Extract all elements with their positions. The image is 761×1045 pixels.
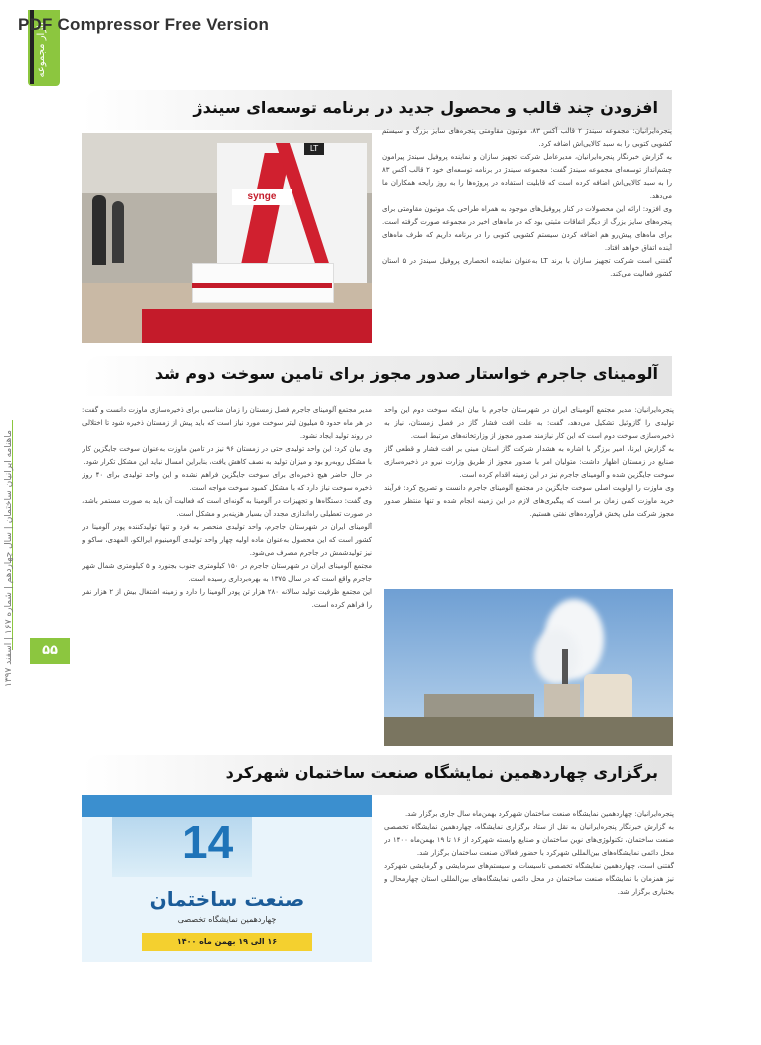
side-rail xyxy=(0,420,27,690)
paragraph: مدیر مجتمع آلومینای جاجرم فصل زمستان را زمان مناسبی برای ذخیره‌سازی ماوزت دانست و گفت: در هر ماه حدود ۵ میلیون لیتر سوخت مورد نیاز است که باید پیش از زمستان ذخیره شود تا اختلالی در روند تولید ایجاد نشود. xyxy=(82,406,372,440)
booth-brand: LT xyxy=(304,143,324,155)
paragraph: در حال حاضر هیچ ذخیره‌ای برای سوخت جایگزین فراهم نشده و این واحد تولیدی برای ۴۰ روز ذخیره سوخت نیاز دارد که با مشکل کمبود سوخت مواجه است. xyxy=(82,471,372,492)
paragraph: به گزارش ایرنا، امیر برزگر با اشاره به هشدار شرکت گاز استان مبنی بر افت فشار و قطعی گاز صنایع در زمستان اظهار داشت: متولیان امر با صدور مجوز از طریق وزارت نیرو در ذخیره‌سازی سوخت جایگزین شده و آلومینای جاجرم نیز در این زمینه اقدام کرده است. xyxy=(384,445,674,479)
paragraph: پنجره‌ایرانیان: مدیر مجتمع آلومینای ایران در شهرستان جاجرم با بیان اینکه سوخت دوم این واحد تولیدی را گازوئیل تشکیل می‌دهد، گفت: به علت افت فشار گاز در فصل زمستان، نیاز به ذخیره‌سازی سوخت دوم است که این کار نیازمند صدور مجوز از وزارتخانه‌های مرتبط است. xyxy=(384,406,674,440)
page-number: ۵۵ xyxy=(30,638,70,664)
article-3-body xyxy=(384,808,674,968)
article-3-header xyxy=(82,755,672,795)
factory-photo xyxy=(384,589,673,746)
paragraph: گفتنی است، چهاردهمین نمایشگاه تخصصی تاسیسات و سیستم‌های سرمایشی و گرمایشی شهرکرد نیز همزمان با نمایشگاه صنعت ساختمان در محل دائمی نمایشگاه‌های بین‌المللی استان چهارمحال و بختیاری برگزار شد. xyxy=(384,862,674,896)
article-2-header xyxy=(82,356,672,396)
paragraph: آلومینای ایران در شهرستان جاجرم، واحد تولیدی منحصر به فرد و تنها تولیدکننده پودر آلومینا در کشور است که این محصول به‌عنوان ماده اولیه چهار واحد تولیدی آلومینیوم ایرالکو، المهدی، ساکو و نیز تولیدشمش در جاجرم مصرف می‌شود. xyxy=(82,523,372,557)
pdf-watermark: PDF Compressor Free Version xyxy=(18,15,270,34)
paragraph: وی ماوزت را اولویت اصلی سوخت جایگزین در مجتمع آلومینای جاجرم دانست و تصریح کرد: فرآیند خرید ماوزت کمی زمان بر است که پیگیری‌های لازم در این زمینه انجام شده و تنها منتظر صدور مجوز شرکت ملی پخش فرآورده‌های نفتی هستیم. xyxy=(384,484,674,518)
paragraph: پنجره‌ایرانیان: چهاردهمین نمایشگاه صنعت ساختمان شهرکرد بهمن‌ماه سال جاری برگزار شد. xyxy=(404,810,674,818)
paragraph: پنجره‌ایرانیان: مجموعه سیندژ ۲ قالب آکس ۸۳، موتیون مقاومتی پنجره‌های سایز بزرگ و سیستم کشویی کتوبی را به سبد کالایی‌اش اضافه کرد. xyxy=(382,127,672,148)
article-3-headline: برگزاری چهاردهمین نمایشگاه صنعت ساختمان شهرکرد xyxy=(225,763,658,782)
booth-photo xyxy=(82,133,372,343)
article-2-body-left xyxy=(82,404,372,744)
poster-subtitle: چهاردهمین نمایشگاه تخصصی xyxy=(177,915,277,924)
article-2-body-right xyxy=(384,404,674,584)
article-2-headline: آلومینای جاجرم خواستار صدور مجوز برای تامین سوخت دوم شد xyxy=(154,364,658,383)
article-1-body xyxy=(382,125,672,350)
paragraph: وی افزود: ارائه این محصولات در کنار پروفیل‌های موجود به همراه طراحی یک موتیون مقاومتی برای پنجره‌های سایز بزرگ از دیگر اتفاقات مثبتی بود که در ماه‌های اخیر در مجموعه صورت گرفته است. برای ماه‌های پیش‌رو هم اضافه کردن سیستم کشویی کتوبی را در برنامه داریم که طرف ماه‌های آینده اتفاق خواهد افتاد. xyxy=(382,205,672,252)
paragraph: وی بیان کرد: این واحد تولیدی حتی در زمستان ۹۶ نیز در تامین ماوزت به‌عنوان سوخت جایگزین کار با مشکل روبه‌رو بود و میزان تولید به نصف کاهش یافت، بنابراین امسال نباید این مشکل تکرار شود. xyxy=(82,445,372,466)
poster-title: صنعت ساختمان xyxy=(149,887,305,911)
article-1-header xyxy=(82,90,672,130)
booth-logo: synge xyxy=(232,189,292,205)
paragraph: به گزارش خبرنگار پنجره‌ایرانیان، مدیرعامل شرکت تجهیز سازان و نماینده پروفیل سیندژ پیرامون چشم‌انداز توسعه‌ای مجموعه سیندژ گفت: مجموعه سیندژ در برنامه توسعه‌ای خود ۲ قالب آکس ۸۳ را به سبد کالایی‌اش اضافه کرده است که قابلیت استفاده در پروژه‌ها را به روز رایحه همکاران ما می‌دهد. xyxy=(382,153,672,200)
poster-date: ۱۶ الی ۱۹ بهمن ماه ۱۴۰۰ xyxy=(142,933,312,951)
paragraph: گفتنی است شرکت تجهیز سازان با برند LT به‌عنوان نماینده انحصاری پروفیل سیندژ در ۵ استان کشور فعالیت می‌کند. xyxy=(382,257,672,278)
poster-number: 14 xyxy=(182,816,234,868)
exhibition-poster xyxy=(82,795,372,962)
section-tab-label: بازار مجموعه xyxy=(36,22,47,78)
paragraph: مجتمع آلومینای ایران در شهرستان جاجرم در ۱۵۰ کیلومتری جنوب بجنورد و ۵ کیلومتری شمال شهر جاجرم واقع است که در سال ۱۳۷۵ به بهره‌برداری رسیده است. xyxy=(82,562,372,583)
article-1-headline: افزودن چند قالب و محصول جدید در برنامه توسعه‌ای سیندژ xyxy=(193,98,658,117)
paragraph: به گزارش خبرنگار پنجره‌ایرانیان به نقل از ستاد برگزاری نمایشگاه، چهاردهمین نمایشگاه تخصصی صنعت ساختمان، تکنولوژی‌های نوین ساختمان و صنایع وابسته شهرکرد از ۱۶ تا ۱۹ بهمن‌ماه ۱۴۰۰ در محل دائمی نمایشگاه‌های بین‌المللی شهرکرد با حضور فعالان صنعت ساختمان برگزار شد. xyxy=(384,823,674,857)
paragraph: این مجتمع ظرفیت تولید سالانه ۲۸۰ هزار تن پودر آلومینا را دارد و زمینه اشتغال بیش از ۲ هزار نفر را فراهم کرده است. xyxy=(82,588,372,609)
side-rail-text: ماهنامه ایرانیان ساختمان | سال چهاردهم | شماره ۱۶۷ | اسفند ۱۳۹۷ xyxy=(4,430,14,687)
paragraph: وی گفت: دستگاه‌ها و تجهیزات در آلومینا به گونه‌ای است که فعالیت آن باید به صورت مستمر باشد، در صورت تعطیلی راه‌اندازی مجدد آن بسیار هزینه‌بر و مشکل است. xyxy=(82,497,372,518)
